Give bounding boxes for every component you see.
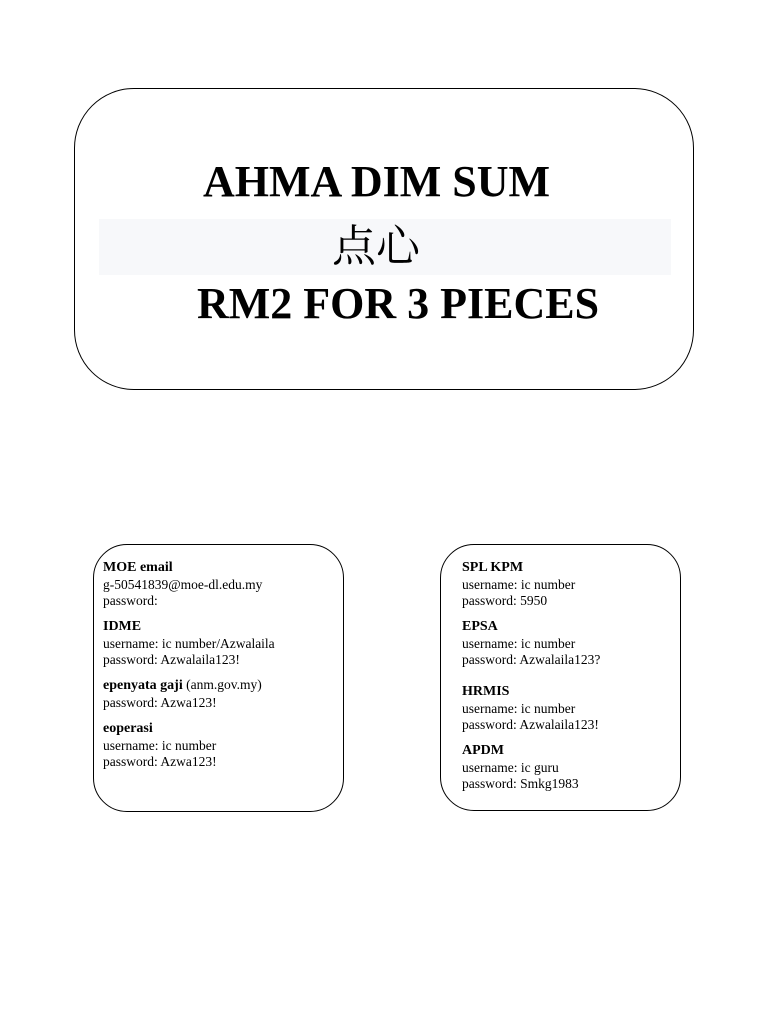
- entry-note: (anm.gov.my): [186, 677, 262, 692]
- entry-apdm: [462, 742, 579, 793]
- sign-chinese-text: 点心: [332, 221, 420, 272]
- entry-moe-email: [103, 559, 262, 610]
- entry-line: username: ic number: [462, 700, 576, 716]
- entry-line: password: Smkg1983: [462, 776, 579, 791]
- entry-line: username: ic number: [462, 635, 576, 651]
- entry-heading: APDM: [462, 743, 504, 758]
- entry-line: password:: [103, 593, 158, 608]
- entry-epenyata-gaji: [103, 677, 262, 711]
- entry-eoperasi: [103, 720, 217, 771]
- entry-heading: HRMIS: [462, 684, 510, 699]
- entry-heading: IDME: [103, 619, 142, 634]
- entry-line: password: Azwalaila123!: [103, 652, 240, 667]
- entry-hrmis: [462, 683, 599, 734]
- entry-epsa: [462, 618, 600, 669]
- entry-line: password: 5950: [462, 593, 548, 608]
- entry-heading: EPSA: [462, 619, 498, 634]
- entry-line: username: ic number: [462, 576, 576, 592]
- entry-spl-kpm: [462, 559, 575, 610]
- sign-price: RM2 FOR 3 PIECES: [197, 279, 600, 328]
- entry-line: username: ic number: [103, 737, 217, 753]
- entry-line: username: ic guru: [462, 759, 559, 775]
- entry-line: password: Azwa123!: [103, 694, 217, 710]
- entry-heading: MOE email: [103, 560, 173, 575]
- entry-idme: [103, 618, 275, 669]
- entry-heading: eoperasi: [103, 721, 153, 736]
- entry-line: g-50541839@moe-dl.edu.my: [103, 576, 263, 592]
- entry-heading: SPL KPM: [462, 560, 524, 575]
- entry-line: password: Azwalaila123!: [462, 717, 599, 732]
- entry-line: password: Azwalaila123?: [462, 652, 601, 667]
- sign-title: AHMA DIM SUM: [203, 157, 551, 206]
- entry-line: username: ic number/Azwalaila: [103, 635, 275, 651]
- entry-heading: epenyata gaji: [103, 678, 183, 693]
- entry-line: password: Azwa123!: [103, 754, 217, 769]
